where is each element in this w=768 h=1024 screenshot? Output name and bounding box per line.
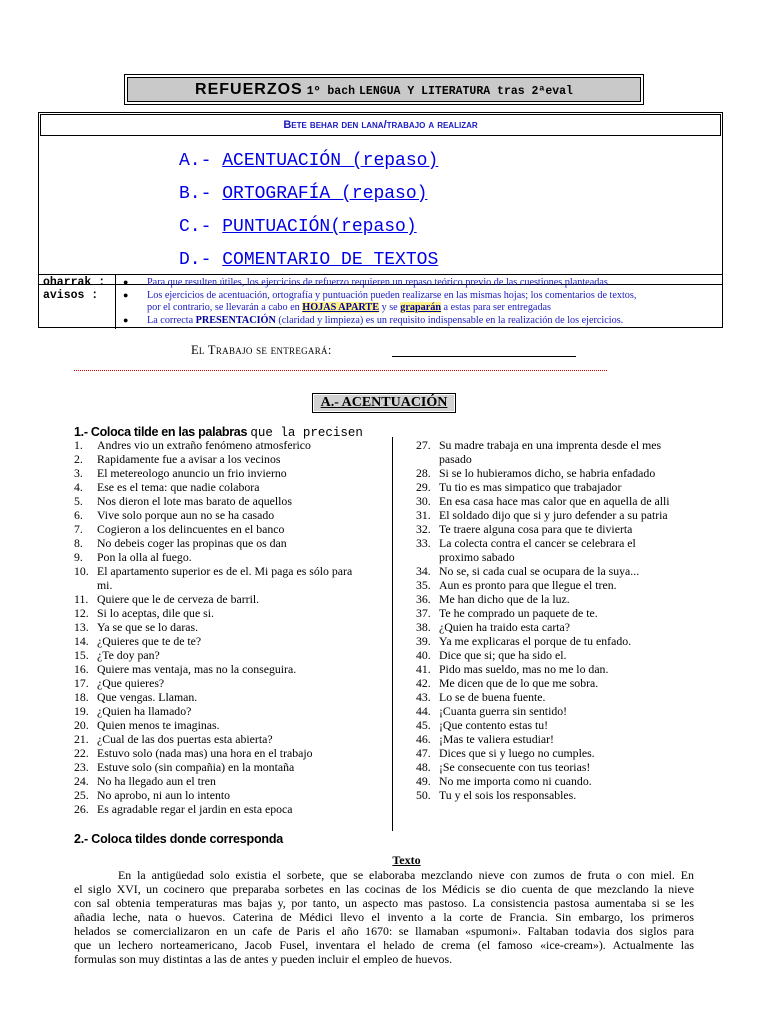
item-text: No debeis coger las propinas que os dan [97,536,287,550]
item-number: 2. [74,452,83,466]
item-number: 46. [416,732,431,746]
item-number: 50. [416,788,431,802]
item-number: 31. [416,508,431,522]
title-box [124,74,644,105]
item-text: Dice que si; que ha sido el. [439,648,567,662]
bullet-icon: ● [123,290,129,300]
paragraph-line: con sal obtenia temperaturas mas bajas y, por tanto, un aspecto mas pastoso. La consistencia pastosa aumentaba si se les [74,896,694,910]
item-text: No me importa como ni cuando. [439,774,592,788]
avisos-label-avisos: avisos : [43,289,99,302]
item-number: 40. [416,648,431,662]
paragraph-line: que un lechero norteamericano, Jacob Fusel, inventara el helado de crema (el famoso «ice-cream»). Actualmente las [74,938,694,952]
question-1: 1.- Coloca tilde en las palabras que la precisen [74,425,363,440]
item-text: mi. [97,578,113,592]
item-text: Es agradable regar el jardin en esta epoca [97,802,293,816]
text-paragraph [74,868,694,966]
item-text: Si se lo hubieramos dicho, se habria enfadado [439,466,656,480]
item-number: 45. [416,718,431,732]
item-number: 15. [74,648,89,662]
aviso-3: La correcta PRESENTACIÓN (claridad y limpieza) es un requisito indispensable en la realización de los ejercicios. [147,315,624,326]
item-number: 3. [74,466,83,480]
texto-title: Texto [392,853,421,867]
topic-ortografia[interactable]: B.- ORTOGRAFÍA (repaso) [179,184,428,204]
topic-acentuacion[interactable]: A.- ACENTUACIÓN (repaso) [179,151,439,171]
item-text: Tu y el sois los responsables. [439,788,577,802]
item-text: No se, si cada cual se ocupara de la suya... [439,564,640,578]
item-text: Su madre trabaja en una imprenta desde el mes [439,438,662,452]
item-number: 4. [74,480,83,494]
item-text: ¿Quieres que te de te? [97,634,202,648]
item-text: Pon la olla al fuego. [97,550,192,564]
item-number: 7. [74,522,83,536]
item-text: En esa casa hace mas calor que en aquella de alli [439,494,670,508]
item-text: Pido mas sueldo, mas no me lo dan. [439,662,609,676]
item-number: 13. [74,620,89,634]
title-subject: LENGUA Y LITERATURA tras 2ªeval [359,85,573,98]
item-text: ¡Mas te valiera estudiar! [439,732,554,746]
item-text: Ese es el tema: que nadie colabora [97,480,260,494]
item-number: 49. [416,774,431,788]
item-text: ¿Quien ha llamado? [97,704,192,718]
item-number: 8. [74,536,83,550]
item-number: 5. [74,494,83,508]
item-text: Ya se que se lo daras. [97,620,199,634]
item-number: 18. [74,690,89,704]
item-number: 28. [416,466,431,480]
item-number: 27. [416,438,431,452]
item-number: 19. [74,704,89,718]
item-text: Estuvo solo (nada mas) una hora en el trabajo [97,746,313,760]
item-number: 21. [74,732,89,746]
avisos-row [39,274,722,329]
topic-puntuacion[interactable]: C.- PUNTUACIÓN(repaso) [179,217,417,237]
item-number: 30. [416,494,431,508]
paragraph-line: formulas son muy distintas a las de antes y pueden incluir el empleo de huevos. [74,952,453,966]
item-text: La colecta contra el cancer se celebrara el [439,536,636,550]
bullet-icon: ● [123,315,129,325]
item-text: Rapidamente fue a avisar a los vecinos [97,452,281,466]
item-number: 35. [416,578,431,592]
item-text: Quien menos te imaginas. [97,718,220,732]
dotted-separator [74,370,607,371]
item-text: Estuve solo (sin compañia) en la montaña [97,760,295,774]
item-number: 33. [416,536,431,550]
item-text: Te traere alguna cosa para que te divierta [439,522,633,536]
item-number: 9. [74,550,83,564]
item-number: 44. [416,704,431,718]
item-text: Me dicen que de lo que me sobra. [439,676,599,690]
item-text: No aprobo, ni aun lo intento [97,788,231,802]
item-number: 34. [416,564,431,578]
item-number: 20. [74,718,89,732]
column-divider [392,437,393,831]
item-text: Aun es pronto para que llegue el tren. [439,578,617,592]
item-number: 12. [74,606,89,620]
item-number: 23. [74,760,89,774]
question-2: 2.- Coloca tildes donde corresponda [74,832,284,846]
item-text: Vive solo porque aun no se ha casado [97,508,275,522]
item-number: 39. [416,634,431,648]
item-number: 32. [416,522,431,536]
item-text: Dices que si y luego no cumples. [439,746,595,760]
topics-list [39,137,722,285]
work-table [38,112,723,328]
item-number: 11. [74,592,89,606]
item-number: 26. [74,802,89,816]
item-number: 36. [416,592,431,606]
entrega-blank-line[interactable] [392,356,576,357]
item-text: Lo se de buena fuente. [439,690,546,704]
paragraph-line: helados se comercializaron en un cafe de Paris el año 1670: se llamaban «spumoni». Faltaban todavia dos siglos para [74,924,694,938]
paragraph-line: añadia leche, nata o huevos. Caterina de Médici llevo el invento a la corte de Francia. Sin embargo, los primeros [74,910,694,924]
title-banner [127,77,641,102]
item-number: 6. [74,508,83,522]
item-text: ¿Quien ha traido esta carta? [439,620,571,634]
item-text: Ya me explicaras el porque de tu enfado. [439,634,632,648]
entrega-label: El Trabajo se entregará: [191,343,332,357]
graparan-highlight: graparán [400,302,441,313]
avisos-divider [115,275,116,329]
item-number: 41. [416,662,431,676]
item-text: Si lo aceptas, dile que si. [97,606,214,620]
title-course: 1º bach [306,85,356,98]
aviso-2b: por el contrario, se llevarán a cabo en HOJAS APARTE y se graparán a estas para ser entregadas [147,302,552,313]
title-main: REFUERZOS [195,81,303,98]
item-text: Andres vio un extraño fenómeno atmosferico [97,438,311,452]
item-number: 48. [416,760,431,774]
item-text: Nos dieron el lote mas barato de aquellos [97,494,292,508]
item-number: 38. [416,620,431,634]
topic-comentario[interactable]: D.- COMENTARIO DE TEXTOS [179,250,439,270]
section-heading-acentuacion: A.- ACENTUACIÓN [312,393,456,413]
item-number: 25. [74,788,89,802]
item-text: Quiere mas ventaja, mas no la conseguira. [97,662,297,676]
bullet-icon: ● [123,277,129,287]
item-number: 37. [416,606,431,620]
item-text: No ha llegado aun el tren [97,774,216,788]
item-text: El metereologo anuncio un frio invierno [97,466,287,480]
item-number: 43. [416,690,431,704]
avisos-label-oharrak: oharrak : [43,276,106,289]
item-text: pasado [439,452,472,466]
item-text: ¿Que quieres? [97,676,165,690]
item-number: 1. [74,438,83,452]
item-text: ¿Cual de las dos puertas esta abierta? [97,732,273,746]
paragraph-line: En la antigüedad solo existia el sorbete, que se elaboraba mezclando nieve con zumos de fruta o con miel. En [118,868,694,882]
item-number: 42. [416,676,431,690]
item-text: proximo sabado [439,550,515,564]
item-number: 16. [74,662,89,676]
item-text: Te he comprado un paquete de te. [439,606,598,620]
item-number: 47. [416,746,431,760]
item-text: El soldado dijo que si y juro defender a su patria [439,508,668,522]
item-text: ¡Que contento estas tu! [439,718,549,732]
item-text: Me han dicho que de la luz. [439,592,570,606]
item-text: ¡Se consecuente con tus teorias! [439,760,591,774]
paragraph-line: el siglo XVI, un cocinero que preparaba sorbetes en las cocinas de los Médicis se dio cuenta de que mezclando la nieve [74,882,694,896]
item-number: 22. [74,746,89,760]
item-text: Que vengas. Llaman. [97,690,198,704]
item-text: ¿Te doy pan? [97,648,160,662]
aviso-2a: Los ejercicios de acentuación, ortografía y puntuación pueden realizarse en las mismas hojas; los comentarios de textos, [147,290,637,301]
hojas-aparte-highlight: HOJAS APARTE [302,302,380,313]
item-text: ¡Cuanta guerra sin sentido! [439,704,568,718]
item-text: El apartamento superior es de el. Mi paga es sólo para [97,564,353,578]
item-number: 29. [416,480,431,494]
item-number: 17. [74,676,89,690]
item-number: 14. [74,634,89,648]
aviso-1: Para que resulten útiles, los ejercicios de refuerzo requieren un repaso teórico previo de las cuestiones planteadas [147,277,608,288]
work-table-header: Bete behar den lana/trabajo a realizar [40,114,721,136]
item-text: Cogieron a los delincuentes en el banco [97,522,285,536]
item-number: 24. [74,774,89,788]
item-text: Tu tio es mas simpatico que trabajador [439,480,622,494]
item-number: 10. [74,564,89,578]
item-text: Quiere que le de cerveza de barril. [97,592,260,606]
